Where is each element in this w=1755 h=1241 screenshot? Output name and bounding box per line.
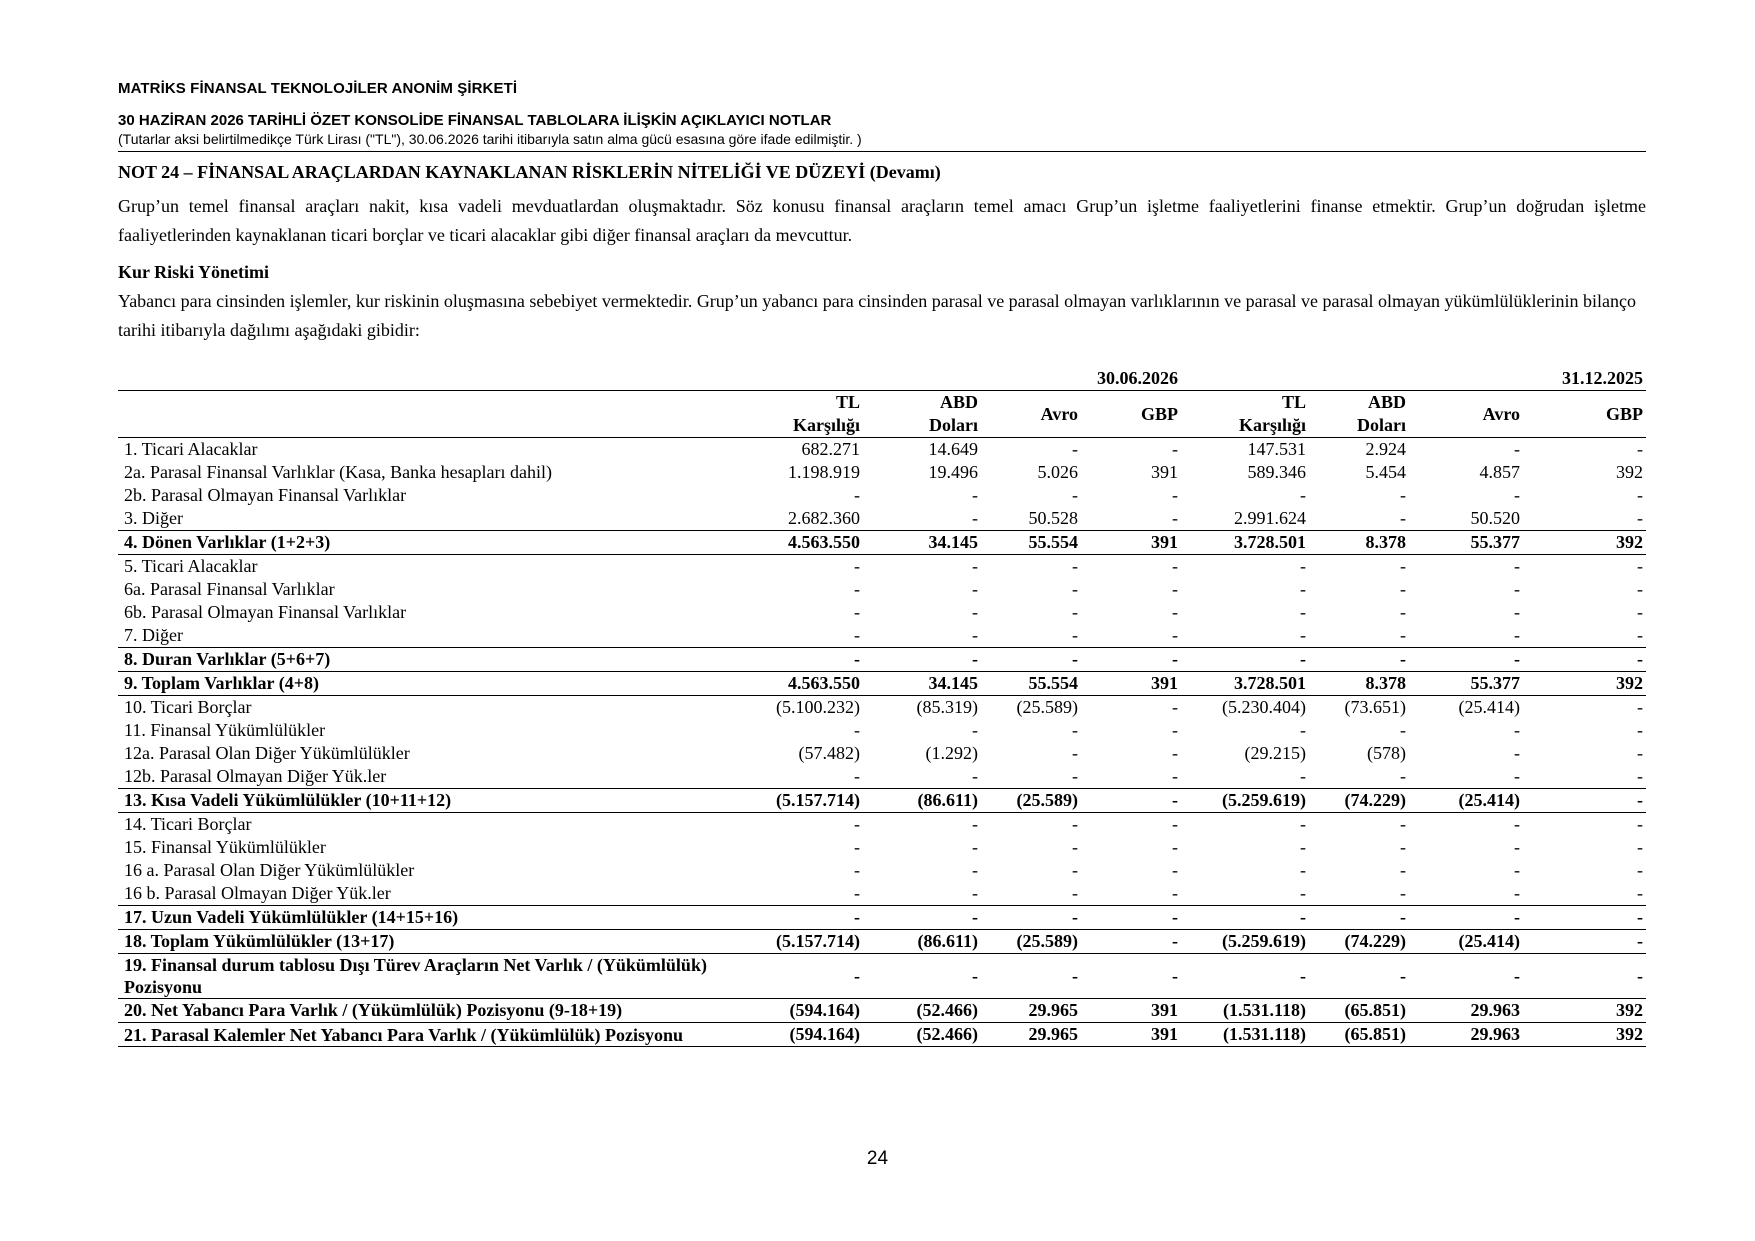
row-label: 1. Ticari Alacaklar bbox=[124, 439, 258, 459]
note-title: NOT 24 – FİNANSAL ARAÇLARDAN KAYNAKLANAN RİSKLERİN NİTELİĞİ VE DÜZEYİ (Devamı) bbox=[118, 162, 941, 182]
cell-value: - bbox=[1637, 860, 1643, 880]
cell-value: 392 bbox=[1616, 462, 1643, 482]
row-label: 20. Net Yabancı Para Varlık / (Yükümlülük) Pozisyonu (9-18+19) bbox=[118, 999, 756, 1023]
cell-value: - bbox=[1072, 743, 1078, 763]
cell-value: - bbox=[1637, 485, 1643, 505]
cell-value: - bbox=[1172, 625, 1178, 645]
cell-value: - bbox=[1637, 814, 1643, 834]
cell-value: (594.164) bbox=[756, 999, 863, 1023]
cell-value: - bbox=[854, 814, 860, 834]
cell-value: - bbox=[972, 883, 978, 903]
page-number: 24 bbox=[866, 1148, 889, 1169]
fx-position-table bbox=[118, 367, 1646, 1047]
table-row bbox=[118, 742, 1646, 765]
cell-value: 4.857 bbox=[1479, 462, 1520, 482]
cell-value: - bbox=[1637, 625, 1643, 645]
header-divider bbox=[118, 151, 1646, 152]
cell-value: - bbox=[1072, 602, 1078, 622]
section-title: Kur Riski Yönetimi bbox=[118, 262, 270, 282]
cell-value: - bbox=[972, 965, 978, 986]
cell-value: - bbox=[1400, 579, 1406, 599]
row-label: 19. Finansal durum tablosu Dışı Türev Araçların Net Varlık / (Yükümlülük) Pozisyonu bbox=[124, 955, 707, 997]
cell-value: (25.414) bbox=[1409, 789, 1523, 813]
cell-value: - bbox=[854, 602, 860, 622]
cell-value: - bbox=[1400, 602, 1406, 622]
table-row bbox=[118, 648, 1646, 672]
cell-value: - bbox=[972, 602, 978, 622]
table-row bbox=[118, 906, 1646, 930]
cell-value: 50.528 bbox=[1028, 508, 1078, 528]
row-label: 16 a. Parasal Olan Diğer Yükümlülükler bbox=[124, 860, 415, 880]
table-row bbox=[118, 719, 1646, 742]
cell-value: 5.454 bbox=[1365, 462, 1406, 482]
cell-value: 5.026 bbox=[1037, 462, 1078, 482]
cell-value: - bbox=[1181, 648, 1309, 672]
cell-value: 29.965 bbox=[981, 1023, 1081, 1047]
row-label: 21. Parasal Kalemler Net Yabancı Para Varlık / (Yükümlülük) Pozisyonu bbox=[118, 1023, 756, 1047]
cell-value: - bbox=[1637, 697, 1643, 717]
cell-value: - bbox=[1300, 766, 1306, 786]
table-row bbox=[118, 999, 1646, 1023]
document-page bbox=[118, 80, 1646, 1047]
cell-value: - bbox=[1637, 766, 1643, 786]
column-header: TL Karşılığı bbox=[756, 391, 863, 438]
cell-value: - bbox=[1400, 766, 1406, 786]
cell-value: - bbox=[1637, 965, 1643, 986]
cell-value: - bbox=[1172, 860, 1178, 880]
cell-value: - bbox=[1181, 906, 1309, 930]
cell-value: (86.611) bbox=[863, 789, 981, 813]
cell-value: - bbox=[981, 648, 1081, 672]
cell-value: - bbox=[1637, 883, 1643, 903]
table-row bbox=[118, 507, 1646, 531]
cell-value: - bbox=[1172, 485, 1178, 505]
cell-value: - bbox=[1400, 837, 1406, 857]
row-label: 5. Ticari Alacaklar bbox=[124, 556, 258, 576]
column-header: GBP bbox=[1523, 391, 1646, 438]
row-label: 2b. Parasal Olmayan Finansal Varlıklar bbox=[124, 485, 407, 505]
row-label: 12a. Parasal Olan Diğer Yükümlülükler bbox=[124, 743, 410, 763]
cell-value: (85.319) bbox=[916, 697, 978, 717]
table-row bbox=[118, 461, 1646, 484]
cell-value: - bbox=[1514, 556, 1520, 576]
cell-value: - bbox=[1081, 789, 1181, 813]
column-header: ABD Doları bbox=[1309, 391, 1409, 438]
cell-value: - bbox=[1172, 743, 1178, 763]
cell-value: - bbox=[1309, 648, 1409, 672]
cell-value: (594.164) bbox=[756, 1023, 863, 1047]
cell-value: - bbox=[1400, 625, 1406, 645]
cell-value: (5.100.232) bbox=[776, 697, 860, 717]
cell-value: - bbox=[1300, 625, 1306, 645]
cell-value: - bbox=[1409, 906, 1523, 930]
cell-value: 392 bbox=[1523, 999, 1646, 1023]
cell-value: - bbox=[1400, 508, 1406, 528]
cell-value: 392 bbox=[1523, 531, 1646, 555]
cell-value: (5.157.714) bbox=[756, 930, 863, 954]
cell-value: - bbox=[1514, 579, 1520, 599]
table-row bbox=[118, 696, 1646, 720]
row-label: 14. Ticari Borçlar bbox=[124, 814, 252, 834]
document-title: 30 HAZİRAN 2026 TARİHLİ ÖZET KONSOLİDE FİNANSAL TABLOLARA İLİŞKİN AÇIKLAYICI NOTLAR bbox=[118, 112, 832, 129]
cell-value: - bbox=[972, 625, 978, 645]
cell-value: - bbox=[1172, 837, 1178, 857]
row-label: 3. Diğer bbox=[124, 508, 183, 528]
cell-value: - bbox=[972, 837, 978, 857]
cell-value: (1.531.118) bbox=[1181, 1023, 1309, 1047]
cell-value: - bbox=[1300, 720, 1306, 740]
row-label: 10. Ticari Borçlar bbox=[124, 697, 252, 717]
table-row bbox=[118, 789, 1646, 813]
table-row bbox=[118, 954, 1646, 999]
table-row bbox=[118, 859, 1646, 882]
cell-value: (57.482) bbox=[798, 743, 860, 763]
period-header-current: 30.06.2026 bbox=[756, 367, 1181, 391]
cell-value: - bbox=[854, 766, 860, 786]
cell-value: 55.377 bbox=[1409, 531, 1523, 555]
row-label: 15. Finansal Yükümlülükler bbox=[124, 837, 326, 857]
cell-value: - bbox=[1172, 556, 1178, 576]
cell-value: - bbox=[1072, 883, 1078, 903]
cell-value: - bbox=[1172, 602, 1178, 622]
cell-value: 55.554 bbox=[981, 531, 1081, 555]
cell-value: - bbox=[854, 883, 860, 903]
document-subtitle: (Tutarlar aksi belirtilmedikçe Türk Lirası ("TL"), 30.06.2026 tarihi itibarıyla satın alma gücü esasına göre ifade edilmiştir. ) bbox=[118, 131, 862, 147]
cell-value: - bbox=[1172, 439, 1178, 459]
cell-value: - bbox=[863, 906, 981, 930]
cell-value: 55.554 bbox=[981, 672, 1081, 696]
cell-value: - bbox=[854, 720, 860, 740]
table-row bbox=[118, 813, 1646, 837]
cell-value: - bbox=[1637, 579, 1643, 599]
cell-value: 34.145 bbox=[863, 672, 981, 696]
table-row bbox=[118, 601, 1646, 624]
column-header: Avro bbox=[1409, 391, 1523, 438]
cell-value: - bbox=[854, 579, 860, 599]
table-row bbox=[118, 882, 1646, 906]
cell-value: - bbox=[1637, 439, 1643, 459]
cell-value: - bbox=[1523, 789, 1646, 813]
cell-value: 29.965 bbox=[981, 999, 1081, 1023]
column-header-row bbox=[118, 391, 1646, 438]
table-row bbox=[118, 930, 1646, 954]
cell-value: - bbox=[972, 860, 978, 880]
cell-value: 682.271 bbox=[801, 439, 860, 459]
cell-value: - bbox=[1514, 814, 1520, 834]
cell-value: - bbox=[1400, 883, 1406, 903]
cell-value: - bbox=[1400, 720, 1406, 740]
fx-table-body bbox=[118, 438, 1646, 1047]
cell-value: - bbox=[1637, 602, 1643, 622]
cell-value: (86.611) bbox=[863, 930, 981, 954]
cell-value: - bbox=[1514, 883, 1520, 903]
row-label: 4. Dönen Varlıklar (1+2+3) bbox=[118, 531, 756, 555]
row-label: 16 b. Parasal Olmayan Diğer Yük.ler bbox=[124, 883, 391, 903]
cell-value: 50.520 bbox=[1470, 508, 1520, 528]
cell-value: 392 bbox=[1523, 672, 1646, 696]
cell-value: - bbox=[1172, 814, 1178, 834]
cell-value: - bbox=[1300, 579, 1306, 599]
cell-value: - bbox=[1072, 485, 1078, 505]
column-header: Avro bbox=[981, 391, 1081, 438]
cell-value: (73.651) bbox=[1344, 697, 1406, 717]
cell-value: - bbox=[972, 814, 978, 834]
cell-value: - bbox=[1514, 485, 1520, 505]
row-label: 12b. Parasal Olmayan Diğer Yük.ler bbox=[124, 766, 387, 786]
cell-value: - bbox=[1081, 648, 1181, 672]
cell-value: (5.230.404) bbox=[1222, 697, 1306, 717]
table-row bbox=[118, 484, 1646, 507]
cell-value: - bbox=[1637, 720, 1643, 740]
cell-value: - bbox=[1072, 837, 1078, 857]
table-row bbox=[118, 672, 1646, 696]
cell-value: - bbox=[1072, 556, 1078, 576]
cell-value: (578) bbox=[1367, 743, 1406, 763]
cell-value: - bbox=[1300, 602, 1306, 622]
table-row bbox=[118, 578, 1646, 601]
cell-value: (5.259.619) bbox=[1181, 789, 1309, 813]
cell-value: - bbox=[1172, 508, 1178, 528]
cell-value: - bbox=[1300, 965, 1306, 986]
cell-value: - bbox=[1300, 556, 1306, 576]
cell-value: - bbox=[981, 906, 1081, 930]
cell-value: 14.649 bbox=[928, 439, 978, 459]
cell-value: 29.963 bbox=[1409, 1023, 1523, 1047]
cell-value: - bbox=[1172, 965, 1178, 986]
cell-value: 391 bbox=[1081, 531, 1181, 555]
cell-value: - bbox=[1514, 743, 1520, 763]
cell-value: - bbox=[1300, 837, 1306, 857]
cell-value: (25.589) bbox=[981, 930, 1081, 954]
table-row bbox=[118, 624, 1646, 648]
row-label: 8. Duran Varlıklar (5+6+7) bbox=[118, 648, 756, 672]
row-label: 2a. Parasal Finansal Varlıklar (Kasa, Banka hesapları dahil) bbox=[124, 462, 553, 482]
period-header-row bbox=[118, 367, 1646, 391]
paragraph-intro: Grup’un temel finansal araçları nakit, kısa vadeli mevduatlardan oluşmaktadır. Söz konusu finansal araçların temel amacı Grup’un işletme faaliyetlerini finanse etmektir. Grup’un doğrudan işletme faaliyetlerinden kaynaklanan ticari borçlar ve ticari alacaklar gibi diğer finansal araçları da mevcuttur. bbox=[118, 196, 1646, 245]
cell-value: 147.531 bbox=[1247, 439, 1306, 459]
cell-value: - bbox=[1637, 743, 1643, 763]
cell-value: (25.589) bbox=[1016, 697, 1078, 717]
cell-value: - bbox=[1523, 906, 1646, 930]
cell-value: - bbox=[854, 556, 860, 576]
cell-value: 2.682.360 bbox=[788, 508, 860, 528]
cell-value: - bbox=[854, 965, 860, 986]
table-row bbox=[118, 836, 1646, 859]
cell-value: 1.198.919 bbox=[788, 462, 860, 482]
cell-value: (25.414) bbox=[1458, 697, 1520, 717]
cell-value: - bbox=[972, 766, 978, 786]
cell-value: - bbox=[1400, 860, 1406, 880]
cell-value: (52.466) bbox=[863, 999, 981, 1023]
cell-value: 3.728.501 bbox=[1181, 672, 1309, 696]
cell-value: - bbox=[1514, 860, 1520, 880]
table-row bbox=[118, 438, 1646, 462]
cell-value: (25.414) bbox=[1409, 930, 1523, 954]
cell-value: - bbox=[756, 648, 863, 672]
paragraph-fx: Yabancı para cinsinden işlemler, kur riskinin oluşmasına sebebiyet vermektedir. Grup’un yabancı para cinsinden parasal ve parasal olmayan varlıklarının ve parasal ve parasal olmayan yükümlülüklerinin bilanço tarihi itibarıyla dağılımı aşağıdaki gibidir: bbox=[118, 291, 1636, 340]
table-row bbox=[118, 765, 1646, 789]
company-name: MATRİKS FİNANSAL TEKNOLOJİLER ANONİM ŞİRKETİ bbox=[118, 80, 518, 97]
cell-value: - bbox=[1300, 883, 1306, 903]
cell-value: (29.215) bbox=[1244, 743, 1306, 763]
period-header-prior: 31.12.2025 bbox=[1181, 367, 1646, 391]
cell-value: - bbox=[1514, 720, 1520, 740]
table-row bbox=[118, 1023, 1646, 1047]
cell-value: - bbox=[972, 556, 978, 576]
column-header: ABD Doları bbox=[863, 391, 981, 438]
cell-value: 391 bbox=[1081, 672, 1181, 696]
cell-value: (1.531.118) bbox=[1181, 999, 1309, 1023]
cell-value: - bbox=[1300, 814, 1306, 834]
cell-value: - bbox=[1072, 965, 1078, 986]
cell-value: - bbox=[1514, 965, 1520, 986]
cell-value: - bbox=[1172, 697, 1178, 717]
cell-value: 3.728.501 bbox=[1181, 531, 1309, 555]
cell-value: - bbox=[1514, 837, 1520, 857]
row-label: 13. Kısa Vadeli Yükümlülükler (10+11+12) bbox=[118, 789, 756, 813]
table-row bbox=[118, 555, 1646, 579]
cell-value: - bbox=[1309, 906, 1409, 930]
cell-value: - bbox=[1409, 648, 1523, 672]
cell-value: - bbox=[1523, 930, 1646, 954]
cell-value: - bbox=[1172, 766, 1178, 786]
cell-value: - bbox=[756, 906, 863, 930]
cell-value: - bbox=[1072, 439, 1078, 459]
cell-value: - bbox=[1514, 439, 1520, 459]
cell-value: - bbox=[1637, 508, 1643, 528]
cell-value: - bbox=[1514, 766, 1520, 786]
cell-value: 29.963 bbox=[1409, 999, 1523, 1023]
cell-value: 589.346 bbox=[1247, 462, 1306, 482]
cell-value: - bbox=[1400, 965, 1406, 986]
cell-value: - bbox=[863, 648, 981, 672]
cell-value: - bbox=[1072, 860, 1078, 880]
cell-value: - bbox=[1072, 720, 1078, 740]
cell-value: - bbox=[972, 485, 978, 505]
cell-value: 2.924 bbox=[1365, 439, 1406, 459]
cell-value: - bbox=[1523, 648, 1646, 672]
row-label: 18. Toplam Yükümlülükler (13+17) bbox=[118, 930, 756, 954]
cell-value: 34.145 bbox=[863, 531, 981, 555]
cell-value: (65.851) bbox=[1309, 999, 1409, 1023]
row-label: 6a. Parasal Finansal Varlıklar bbox=[124, 579, 335, 599]
cell-value: 2.991.624 bbox=[1234, 508, 1306, 528]
row-label: 11. Finansal Yükümlülükler bbox=[124, 720, 326, 740]
cell-value: - bbox=[1514, 602, 1520, 622]
cell-value: (25.589) bbox=[981, 789, 1081, 813]
column-header: GBP bbox=[1081, 391, 1181, 438]
cell-value: - bbox=[854, 485, 860, 505]
column-header: TL Karşılığı bbox=[1181, 391, 1309, 438]
cell-value: - bbox=[1172, 579, 1178, 599]
cell-value: - bbox=[972, 720, 978, 740]
cell-value: - bbox=[1081, 906, 1181, 930]
cell-value: (52.466) bbox=[863, 1023, 981, 1047]
cell-value: 391 bbox=[1081, 1023, 1181, 1047]
cell-value: - bbox=[1072, 625, 1078, 645]
row-label: 6b. Parasal Olmayan Finansal Varlıklar bbox=[124, 602, 407, 622]
cell-value: - bbox=[1637, 556, 1643, 576]
cell-value: 55.377 bbox=[1409, 672, 1523, 696]
cell-value: - bbox=[1400, 556, 1406, 576]
cell-value: - bbox=[854, 860, 860, 880]
cell-value: 391 bbox=[1151, 462, 1178, 482]
cell-value: - bbox=[1172, 883, 1178, 903]
cell-value: - bbox=[854, 837, 860, 857]
cell-value: - bbox=[1081, 930, 1181, 954]
cell-value: (5.259.619) bbox=[1181, 930, 1309, 954]
cell-value: (74.229) bbox=[1309, 789, 1409, 813]
cell-value: - bbox=[1072, 814, 1078, 834]
cell-value: (5.157.714) bbox=[756, 789, 863, 813]
cell-value: - bbox=[1300, 860, 1306, 880]
row-label: 17. Uzun Vadeli Yükümlülükler (14+15+16) bbox=[118, 906, 756, 930]
cell-value: - bbox=[1637, 837, 1643, 857]
cell-value: - bbox=[972, 508, 978, 528]
cell-value: 19.496 bbox=[928, 462, 978, 482]
cell-value: 4.563.550 bbox=[756, 672, 863, 696]
cell-value: - bbox=[1514, 625, 1520, 645]
cell-value: - bbox=[1400, 485, 1406, 505]
cell-value: - bbox=[1400, 814, 1406, 834]
cell-value: - bbox=[854, 625, 860, 645]
row-label: 9. Toplam Varlıklar (4+8) bbox=[118, 672, 756, 696]
cell-value: (65.851) bbox=[1309, 1023, 1409, 1047]
cell-value: 391 bbox=[1081, 999, 1181, 1023]
cell-value: 8.378 bbox=[1309, 531, 1409, 555]
row-label: 7. Diğer bbox=[124, 625, 183, 645]
cell-value: (1.292) bbox=[925, 743, 978, 763]
cell-value: 4.563.550 bbox=[756, 531, 863, 555]
cell-value: - bbox=[1072, 766, 1078, 786]
cell-value: 392 bbox=[1523, 1023, 1646, 1047]
cell-value: - bbox=[1172, 720, 1178, 740]
cell-value: - bbox=[1300, 485, 1306, 505]
cell-value: - bbox=[972, 579, 978, 599]
cell-value: 8.378 bbox=[1309, 672, 1409, 696]
table-row bbox=[118, 531, 1646, 555]
cell-value: (74.229) bbox=[1309, 930, 1409, 954]
cell-value: - bbox=[1072, 579, 1078, 599]
